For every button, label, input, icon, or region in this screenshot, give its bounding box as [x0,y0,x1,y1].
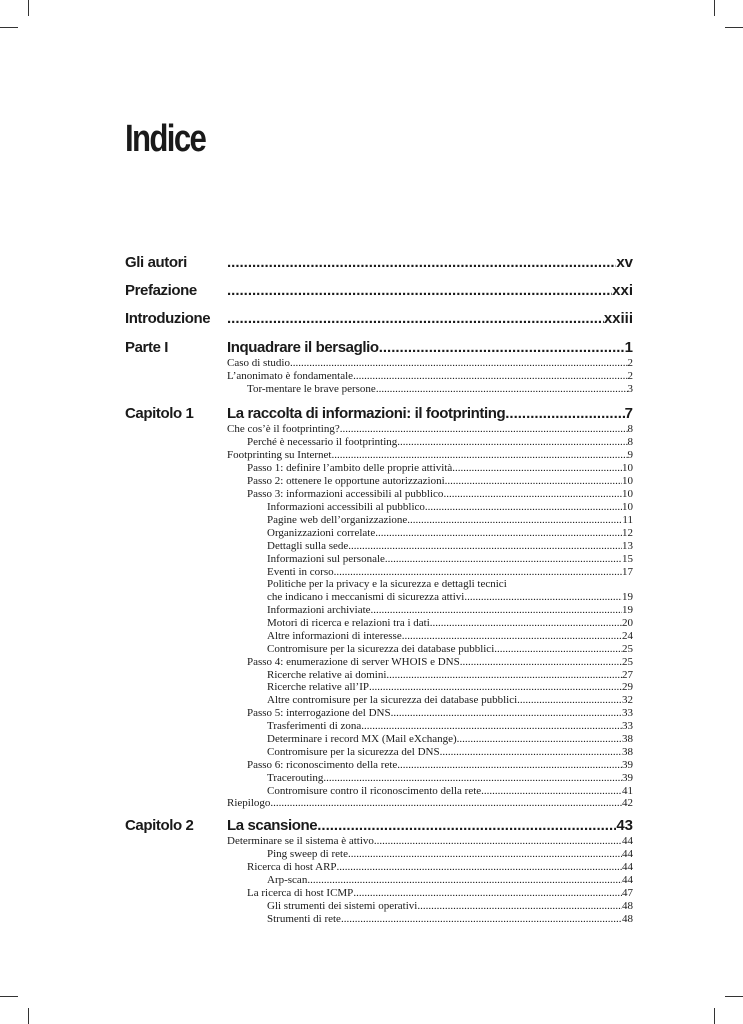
page-title: Indice [125,118,206,160]
toc-major-page: xxi [612,282,633,299]
toc-major-page: xv [616,254,633,271]
toc-major-page: xxiii [603,310,633,327]
crop-mark [28,1008,29,1024]
toc-entry: Passo 1: definire l’ambito delle proprie attività ..... 10 [247,462,633,475]
crop-mark [714,1008,715,1024]
toc-entry: Trasferimenti di zona ..... 33 [267,720,633,733]
toc-entry: Pagine web dell’organizzazione ..... 11 [267,514,633,527]
toc-entry: Contromisure contro il riconoscimento della rete ..... 41 [267,785,633,798]
toc-major-page: 43 [616,817,633,834]
toc-entry: Riepilogo ..... 42 [227,797,633,810]
toc-major-label: Parte I [125,339,169,356]
toc-entry: Passo 3: informazioni accessibili al pubblico ..... 10 [247,488,633,501]
toc-entry: Ricerche relative all’IP ..... 29 [267,681,633,694]
toc-entry: che indicano i meccanismi di sicurezza attivi ..... 19 [267,591,633,604]
toc-entry: Gli strumenti dei sistemi operativi ..... 48 [267,900,633,913]
toc-entry: Politiche per la privacy e la sicurezza e dettagli tecnici [267,578,507,590]
toc-entry: Che cos’è il footprinting? ..... 8 [227,423,633,436]
toc-entry: Passo 2: ottenere le opportune autorizzazioni ..... 10 [247,475,633,488]
toc-entry: Caso di studio ..... 2 [227,357,633,370]
toc-entry: Informazioni archiviate ..... 19 [267,604,633,617]
toc-entry: Organizzazioni correlate ..... 12 [267,527,633,540]
toc-entry: Contromisure per la sicurezza dei database pubblici ..... 25 [267,643,633,656]
toc-major-label: Introduzione [125,310,211,327]
toc-major-label: Prefazione [125,282,197,299]
toc-entry: La ricerca di host ICMP ..... 47 [247,887,633,900]
toc-major-title: La scansione [227,817,318,834]
toc-major-label: Gli autori [125,254,187,271]
crop-mark [0,996,18,997]
toc-entry: Altre informazioni di interesse ..... 24 [267,630,633,643]
toc-entry: Ricerche relative ai domini ..... 27 [267,669,633,682]
toc-entry: Contromisure per la sicurezza del DNS ..... 38 [267,746,633,759]
toc-entry: Eventi in corso ..... 17 [267,566,633,579]
toc-entry: Altre contromisure per la sicurezza dei database pubblici ..... 32 [267,694,633,707]
toc-entry: Determinare i record MX (Mail eXchange) ..... 38 [267,733,633,746]
toc-major-page: 1 [624,339,633,356]
toc-entry: Passo 6: riconoscimento della rete ..... 39 [247,759,633,772]
toc-entry: Strumenti di rete ..... 48 [267,913,633,926]
toc-entry: Determinare se il sistema è attivo ..... 44 [227,835,633,848]
toc-entry: Ping sweep di rete ..... 44 [267,848,633,861]
toc-entry: Arp-scan ..... 44 [267,874,633,887]
toc-entry: Passo 4: enumerazione di server WHOIS e DNS ..... 25 [247,656,633,669]
toc-entry: Dettagli sulla sede ..... 13 [267,540,633,553]
toc-entry: Perché è necessario il footprinting ..... 8 [247,436,633,449]
toc-entry: Passo 5: interrogazione del DNS ..... 33 [247,707,633,720]
crop-mark [714,0,715,16]
toc-entry: L’anonimato è fondamentale ..... 2 [227,370,633,383]
crop-mark [28,0,29,16]
crop-mark [0,27,18,28]
toc-entry: Ricerca di host ARP ..... 44 [247,861,633,874]
crop-mark [725,27,743,28]
toc-entry: Footprinting su Internet ..... 9 [227,449,633,462]
toc-entry: Informazioni sul personale ..... 15 [267,553,633,566]
toc-entry: Tracerouting ..... 39 [267,772,633,785]
toc-entry: Tor-mentare le brave persone ..... 3 [247,383,633,396]
toc-major-title: Inquadrare il bersaglio [227,339,379,356]
toc-major-title: La raccolta di informazioni: il footprinting [227,405,506,422]
crop-mark [725,996,743,997]
toc-major-label: Capitolo 2 [125,817,194,834]
toc-entry: Motori di ricerca e relazioni tra i dati ..... 20 [267,617,633,630]
toc-major-page: 7 [624,405,633,422]
toc-major-label: Capitolo 1 [125,405,194,422]
toc-entry: Informazioni accessibili al pubblico ..... 10 [267,501,633,514]
